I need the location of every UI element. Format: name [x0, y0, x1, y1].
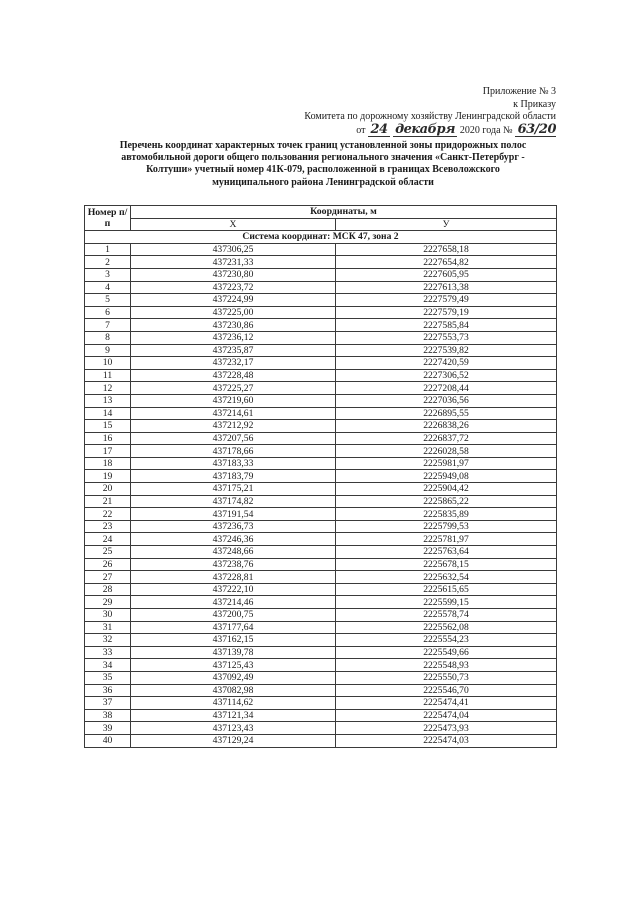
appendix-header	[304, 86, 556, 137]
table-row	[85, 281, 557, 294]
table-row	[85, 722, 557, 735]
table-row	[85, 483, 557, 496]
coordinate-y: 2225904,42	[336, 483, 557, 496]
table-row	[85, 520, 557, 533]
table-row	[85, 294, 557, 307]
point-number: 16	[85, 432, 131, 445]
coordinate-x: 437238,76	[131, 558, 336, 571]
table-row	[85, 621, 557, 634]
coordinate-y: 2226838,26	[336, 420, 557, 433]
table-row	[85, 646, 557, 659]
coordinate-x: 437162,15	[131, 634, 336, 647]
coordinate-x: 437092,49	[131, 671, 336, 684]
point-number: 5	[85, 294, 131, 307]
table-row	[85, 734, 557, 747]
coordinate-y: 2225546,70	[336, 684, 557, 697]
point-number: 13	[85, 394, 131, 407]
table-row	[85, 546, 557, 559]
table-row	[85, 709, 557, 722]
coordinate-x: 437214,61	[131, 407, 336, 420]
table-subheader-row	[85, 218, 557, 231]
coordinate-x: 437207,56	[131, 432, 336, 445]
table-row	[85, 382, 557, 395]
table-row	[85, 344, 557, 357]
point-number: 29	[85, 596, 131, 609]
header-number: Номер п/п	[85, 206, 131, 231]
appendix-line-2: к Приказу	[513, 98, 556, 110]
table-row	[85, 533, 557, 546]
coordinate-y: 2227553,73	[336, 331, 557, 344]
coordinate-system-label: Система координат: МСК 47, зона 2	[85, 231, 557, 244]
coordinate-x: 437228,48	[131, 369, 336, 382]
point-number: 15	[85, 420, 131, 433]
date-year: 2020 года №	[459, 124, 513, 136]
coordinate-x: 437230,80	[131, 268, 336, 281]
point-number: 27	[85, 571, 131, 584]
table-row	[85, 508, 557, 521]
table-row	[85, 596, 557, 609]
table-row	[85, 609, 557, 622]
coordinate-y: 2225474,03	[336, 734, 557, 747]
table-row	[85, 256, 557, 269]
coordinate-y: 2225678,15	[336, 558, 557, 571]
coordinate-y: 2226837,72	[336, 432, 557, 445]
coordinate-y: 2225781,97	[336, 533, 557, 546]
point-number: 19	[85, 470, 131, 483]
point-number: 37	[85, 697, 131, 710]
coordinate-x: 437123,43	[131, 722, 336, 735]
coordinate-x: 437114,62	[131, 697, 336, 710]
coordinate-y: 2225615,65	[336, 583, 557, 596]
point-number: 3	[85, 268, 131, 281]
coordinate-x: 437212,92	[131, 420, 336, 433]
coordinate-x: 437225,27	[131, 382, 336, 395]
coordinate-y: 2226028,58	[336, 445, 557, 458]
table-row	[85, 394, 557, 407]
appendix-line-3: Комитета по дорожному хозяйству Ленинградской области	[304, 111, 556, 123]
point-number: 30	[85, 609, 131, 622]
point-number: 9	[85, 344, 131, 357]
coordinate-x: 437177,64	[131, 621, 336, 634]
coordinate-y: 2225949,08	[336, 470, 557, 483]
coordinates-table	[84, 205, 557, 748]
table-row	[85, 571, 557, 584]
point-number: 4	[85, 281, 131, 294]
table-row	[85, 357, 557, 370]
document-title	[90, 140, 556, 189]
coordinate-y: 2227605,95	[336, 268, 557, 281]
coordinate-system-row	[85, 231, 557, 244]
table-row	[85, 306, 557, 319]
coordinate-x: 437121,34	[131, 709, 336, 722]
header-coordinates: Координаты, м	[131, 206, 557, 219]
table-row	[85, 445, 557, 458]
coordinate-x: 437175,21	[131, 483, 336, 496]
order-number-handwritten: 63/20	[515, 125, 556, 137]
table-row	[85, 319, 557, 332]
coordinate-y: 2225981,97	[336, 457, 557, 470]
coordinate-y: 2227658,18	[336, 243, 557, 256]
coordinate-x: 437232,17	[131, 357, 336, 370]
table-row	[85, 495, 557, 508]
coordinate-y: 2227306,52	[336, 369, 557, 382]
point-number: 25	[85, 546, 131, 559]
coordinate-x: 437082,98	[131, 684, 336, 697]
point-number: 39	[85, 722, 131, 735]
coordinate-x: 437306,25	[131, 243, 336, 256]
point-number: 22	[85, 508, 131, 521]
coordinate-y: 2226895,55	[336, 407, 557, 420]
coordinate-y: 2225763,64	[336, 546, 557, 559]
coordinate-y: 2225549,66	[336, 646, 557, 659]
point-number: 18	[85, 457, 131, 470]
table-row	[85, 470, 557, 483]
coordinate-y: 2227539,82	[336, 344, 557, 357]
table-header-row	[85, 206, 557, 219]
table-row	[85, 432, 557, 445]
coordinate-x: 437139,78	[131, 646, 336, 659]
point-number: 2	[85, 256, 131, 269]
coordinate-y: 2225550,73	[336, 671, 557, 684]
title-line-1: Перечень координат характерных точек границ установленной зоны придорожных полос	[119, 140, 527, 151]
coordinate-x: 437129,24	[131, 734, 336, 747]
coordinate-y: 2225473,93	[336, 722, 557, 735]
title-line-2: автомобильной дороги общего пользования регионального значения «Санкт-Петербург -	[121, 152, 525, 164]
title-line-3: Колтуши» учетный номер 41К-079, расположенной в границах Всеволожского	[146, 164, 500, 176]
coordinate-y: 2227208,44	[336, 382, 557, 395]
header-x: X	[131, 218, 336, 231]
point-number: 21	[85, 495, 131, 508]
point-number: 34	[85, 659, 131, 672]
table-row	[85, 558, 557, 571]
appendix-date-line	[304, 121, 556, 138]
coordinate-y: 2227585,84	[336, 319, 557, 332]
table-row	[85, 331, 557, 344]
coordinate-x: 437183,79	[131, 470, 336, 483]
point-number: 11	[85, 369, 131, 382]
date-day-handwritten: 24	[368, 125, 390, 137]
coordinate-x: 437248,66	[131, 546, 336, 559]
point-number: 32	[85, 634, 131, 647]
point-number: 38	[85, 709, 131, 722]
table-row	[85, 659, 557, 672]
coordinate-y: 2225548,93	[336, 659, 557, 672]
coordinate-y: 2225835,89	[336, 508, 557, 521]
table-row	[85, 457, 557, 470]
point-number: 28	[85, 583, 131, 596]
header-y: У	[336, 218, 557, 231]
coordinate-y: 2225554,23	[336, 634, 557, 647]
coordinate-x: 437191,54	[131, 508, 336, 521]
coordinate-x: 437214,46	[131, 596, 336, 609]
coordinate-x: 437224,99	[131, 294, 336, 307]
coordinate-x: 437174,82	[131, 495, 336, 508]
coordinate-y: 2227579,49	[336, 294, 557, 307]
coordinate-x: 437125,43	[131, 659, 336, 672]
coordinate-y: 2225474,41	[336, 697, 557, 710]
coordinate-x: 437222,10	[131, 583, 336, 596]
coordinate-x: 437236,73	[131, 520, 336, 533]
appendix-line-1: Приложение № 3	[482, 86, 556, 97]
coordinate-x: 437246,36	[131, 533, 336, 546]
point-number: 31	[85, 621, 131, 634]
table-row	[85, 420, 557, 433]
coordinate-y: 2225578,74	[336, 609, 557, 622]
coordinate-y: 2225632,54	[336, 571, 557, 584]
coordinate-x: 437178,66	[131, 445, 336, 458]
point-number: 20	[85, 483, 131, 496]
point-number: 40	[85, 734, 131, 747]
coordinate-x: 437231,33	[131, 256, 336, 269]
table-row	[85, 684, 557, 697]
table-row	[85, 369, 557, 382]
date-month-handwritten: декабря	[393, 125, 458, 137]
point-number: 6	[85, 306, 131, 319]
point-number: 23	[85, 520, 131, 533]
coordinate-y: 2225562,08	[336, 621, 557, 634]
point-number: 7	[85, 319, 131, 332]
table-row	[85, 671, 557, 684]
date-prefix: от	[356, 124, 366, 136]
coordinate-y: 2225599,15	[336, 596, 557, 609]
coordinate-y: 2225865,22	[336, 495, 557, 508]
coordinate-x: 437223,72	[131, 281, 336, 294]
title-line-4: муниципального района Ленинградской области	[212, 176, 434, 188]
point-number: 24	[85, 533, 131, 546]
table-row	[85, 407, 557, 420]
point-number: 1	[85, 243, 131, 256]
coordinate-y: 2227420,59	[336, 357, 557, 370]
coordinate-x: 437225,00	[131, 306, 336, 319]
point-number: 14	[85, 407, 131, 420]
table-row	[85, 268, 557, 281]
table-row	[85, 697, 557, 710]
point-number: 36	[85, 684, 131, 697]
coordinate-x: 437228,81	[131, 571, 336, 584]
coordinate-y: 2227613,38	[336, 281, 557, 294]
point-number: 35	[85, 671, 131, 684]
coordinate-y: 2227654,82	[336, 256, 557, 269]
table-row	[85, 583, 557, 596]
table-row	[85, 243, 557, 256]
coordinate-x: 437219,60	[131, 394, 336, 407]
coordinate-y: 2227036,56	[336, 394, 557, 407]
point-number: 26	[85, 558, 131, 571]
point-number: 10	[85, 357, 131, 370]
coordinate-x: 437235,87	[131, 344, 336, 357]
coordinate-x: 437236,12	[131, 331, 336, 344]
coordinate-x: 437183,33	[131, 457, 336, 470]
coordinate-y: 2225474,04	[336, 709, 557, 722]
coordinate-y: 2225799,53	[336, 520, 557, 533]
coordinate-x: 437230,86	[131, 319, 336, 332]
coordinate-x: 437200,75	[131, 609, 336, 622]
point-number: 17	[85, 445, 131, 458]
point-number: 33	[85, 646, 131, 659]
point-number: 12	[85, 382, 131, 395]
point-number: 8	[85, 331, 131, 344]
table-row	[85, 634, 557, 647]
coordinate-y: 2227579,19	[336, 306, 557, 319]
